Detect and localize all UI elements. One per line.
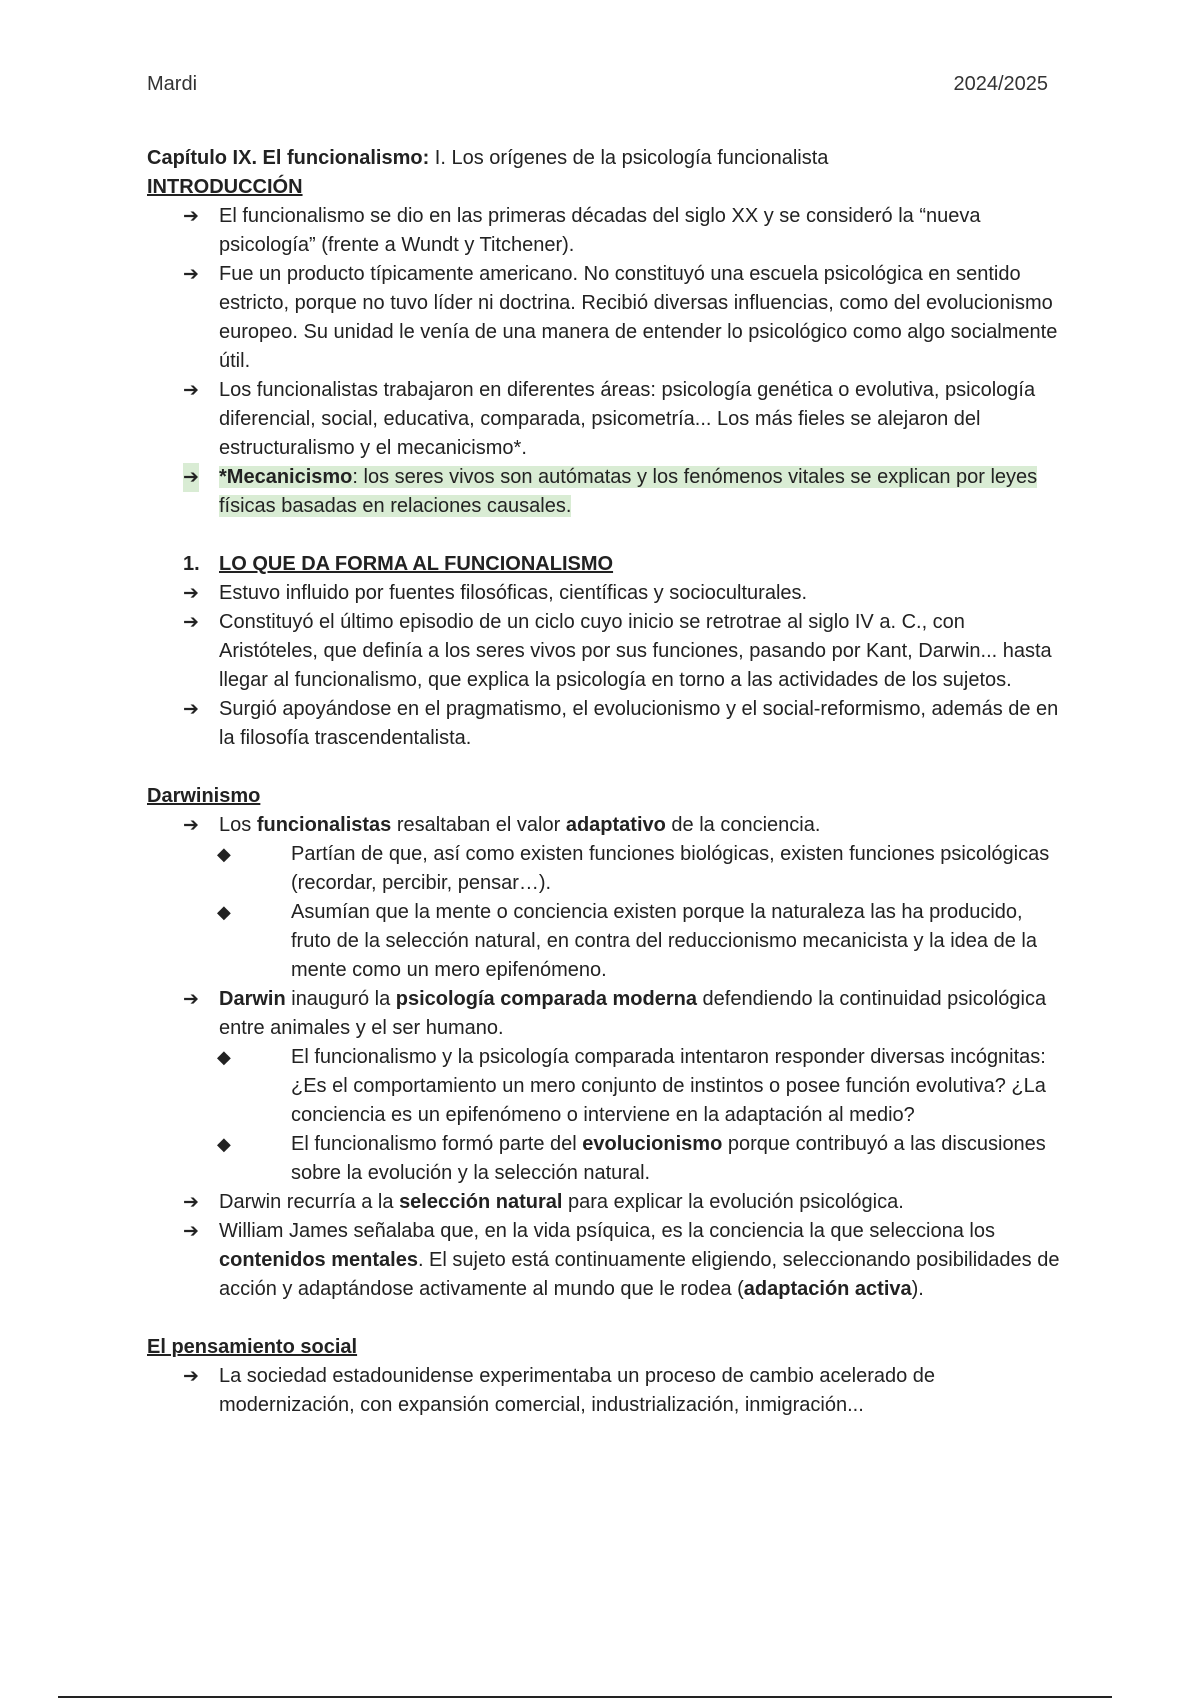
arrow-icon: ➔ bbox=[183, 206, 199, 227]
text-run: El funcionalismo formó parte del bbox=[291, 1133, 583, 1155]
sublist-item bbox=[219, 840, 1067, 898]
list-item-text: El funcionalismo se dio en las primeras décadas del siglo XX y se consideró la “nueva psicología” (frente a Wundt y Titchener). bbox=[219, 205, 981, 256]
sublist-item bbox=[219, 1130, 1067, 1188]
list-item-text: Fue un producto típicamente americano. No constituyó una escuela psicológica en sentido estricto, porque no tuvo líder ni doctrina. Recibió diversas influencias, como del evolucionismo europeo. Su unidad le venía de una manera de entender lo psicológico como algo socialmente útil. bbox=[219, 263, 1058, 372]
chapter-title-rest: I. Los orígenes de la psicología funcionalista bbox=[429, 147, 829, 169]
arrow-icon: ➔ bbox=[183, 989, 199, 1010]
list-item-highlighted bbox=[147, 463, 1067, 521]
list-item-text: Estuvo influido por fuentes filosóficas, científicas y socioculturales. bbox=[219, 582, 808, 604]
arrow-icon: ➔ bbox=[183, 1366, 199, 1387]
sublist-item-text: Partían de que, así como existen funciones biológicas, existen funciones psicológicas (recordar, percibir, pensar…). bbox=[291, 843, 1050, 894]
arrow-icon: ➔ bbox=[183, 463, 199, 492]
section1-heading bbox=[147, 550, 1067, 579]
list-item bbox=[147, 985, 1067, 1188]
text-run: Darwin recurría a la bbox=[219, 1191, 400, 1213]
text-run-bold: adaptativo bbox=[565, 814, 666, 836]
chapter-title bbox=[147, 144, 1067, 173]
intro-heading: INTRODUCCIÓN bbox=[147, 176, 303, 198]
term-mecanicismo: *Mecanicismo bbox=[219, 466, 353, 488]
text-run: resaltaban el valor bbox=[391, 814, 566, 836]
darwinismo-heading: Darwinismo bbox=[147, 785, 261, 807]
list-item bbox=[147, 376, 1067, 463]
text-run: inauguró la bbox=[285, 988, 396, 1010]
list-item bbox=[147, 1188, 1067, 1217]
list-item-text: Los funcionalistas trabajaron en diferentes áreas: psicología genética o evolutiva, psicología diferencial, social, educativa, comparada, psicometría... Los más fieles se alejaron del estructuralismo y el mecanicismo*. bbox=[219, 379, 1036, 459]
header-left: Mardi bbox=[147, 73, 198, 95]
arrow-icon: ➔ bbox=[183, 1192, 199, 1213]
text-run-bold: contenidos mentales bbox=[219, 1249, 418, 1271]
arrow-icon: ➔ bbox=[183, 380, 199, 401]
list-item bbox=[147, 202, 1067, 260]
text-run-bold: psicología comparada moderna bbox=[395, 988, 697, 1010]
section1-list bbox=[147, 579, 1067, 753]
diamond-icon: ◆ bbox=[217, 1134, 231, 1154]
diamond-icon: ◆ bbox=[217, 844, 231, 864]
text-run-bold: Darwin bbox=[219, 988, 286, 1010]
diamond-icon: ◆ bbox=[217, 902, 231, 922]
list-item bbox=[147, 608, 1067, 695]
social-heading: El pensamiento social bbox=[147, 1336, 358, 1358]
chapter-title-bold: Capítulo IX. El funcionalismo: bbox=[147, 147, 430, 169]
darwinismo-list bbox=[147, 811, 1067, 1304]
header-right: 2024/2025 bbox=[953, 73, 1048, 95]
sublist-item-text: El funcionalismo y la psicología comparada intentaron responder diversas incógnitas: ¿Es el comportamiento un mero conjunto de instintos o posee función evolutiva? ¿La conciencia es un epifenómeno o interviene en la adaptación al medio? bbox=[291, 1046, 1046, 1126]
arrow-icon: ➔ bbox=[183, 612, 199, 633]
list-item bbox=[147, 1217, 1067, 1304]
list-item bbox=[147, 260, 1067, 376]
intro-list bbox=[147, 202, 1067, 521]
section-title: LO QUE DA FORMA AL FUNCIONALISMO bbox=[219, 553, 614, 575]
arrow-icon: ➔ bbox=[183, 699, 199, 720]
list-item bbox=[147, 695, 1067, 753]
sublist-item-text: Asumían que la mente o conciencia existen porque la naturaleza las ha producido, fruto de la selección natural, en contra del reduccionismo mecanicista y la idea de la mente como un mero epifenómeno. bbox=[291, 901, 1037, 981]
arrow-icon: ➔ bbox=[183, 815, 199, 836]
social-list bbox=[147, 1362, 1067, 1420]
text-run: porque contribuyó a las discusiones sobre la evolución y la selección natural. bbox=[291, 1133, 1046, 1184]
text-run-bold: adaptación activa bbox=[743, 1278, 912, 1300]
footer-rule bbox=[58, 1696, 1112, 1698]
sublist-item bbox=[219, 898, 1067, 985]
list-item-text: La sociedad estadounidense experimentaba un proceso de cambio acelerado de modernización, con expansión comercial, industrialización, inmigración... bbox=[219, 1365, 936, 1416]
text-run: para explicar la evolución psicológica. bbox=[562, 1191, 904, 1213]
sublist bbox=[219, 1043, 1067, 1188]
arrow-icon: ➔ bbox=[183, 264, 199, 285]
sublist bbox=[219, 840, 1067, 985]
arrow-icon: ➔ bbox=[183, 1221, 199, 1242]
text-run: ). bbox=[911, 1278, 924, 1300]
text-run-bold: selección natural bbox=[399, 1191, 563, 1213]
list-item bbox=[147, 811, 1067, 985]
text-run: defendiendo la continuidad psicológica entre animales y el ser humano. bbox=[219, 988, 1047, 1039]
definition-text: : los seres vivos son autómatas y los fenómenos vitales se explican por leyes físicas basadas en relaciones causales. bbox=[219, 466, 1038, 517]
list-item-text: Constituyó el último episodio de un ciclo cuyo inicio se retrotrae al siglo IV a. C., con Aristóteles, que definía a los seres vivos por sus funciones, pasando por Kant, Darwin... hasta llegar al funcionalismo, que explica la psicología en torno a las actividades de los sujetos. bbox=[219, 611, 1052, 691]
sublist-item bbox=[219, 1043, 1067, 1130]
document-body bbox=[147, 144, 1067, 1420]
list-item bbox=[147, 1362, 1067, 1420]
diamond-icon: ◆ bbox=[217, 1047, 231, 1067]
list-item-text: Surgió apoyándose en el pragmatismo, el evolucionismo y el social-reformismo, además de en la filosofía trascendentalista. bbox=[219, 698, 1059, 749]
text-run-bold: funcionalistas bbox=[256, 814, 392, 836]
text-run: . El sujeto está continuamente eligiendo, seleccionando posibilidades de acción y adaptándose activamente al mundo que le rodea ( bbox=[219, 1249, 1060, 1300]
highlighted-text bbox=[219, 466, 1037, 517]
text-run: William James señalaba que, en la vida psíquica, es la conciencia la que selecciona los bbox=[219, 1220, 995, 1242]
list-item bbox=[147, 579, 1067, 608]
section-number: 1. bbox=[183, 553, 200, 575]
text-run: Los bbox=[219, 814, 257, 836]
text-run: de la conciencia. bbox=[665, 814, 821, 836]
arrow-icon: ➔ bbox=[183, 583, 199, 604]
text-run-bold: evolucionismo bbox=[582, 1133, 723, 1155]
